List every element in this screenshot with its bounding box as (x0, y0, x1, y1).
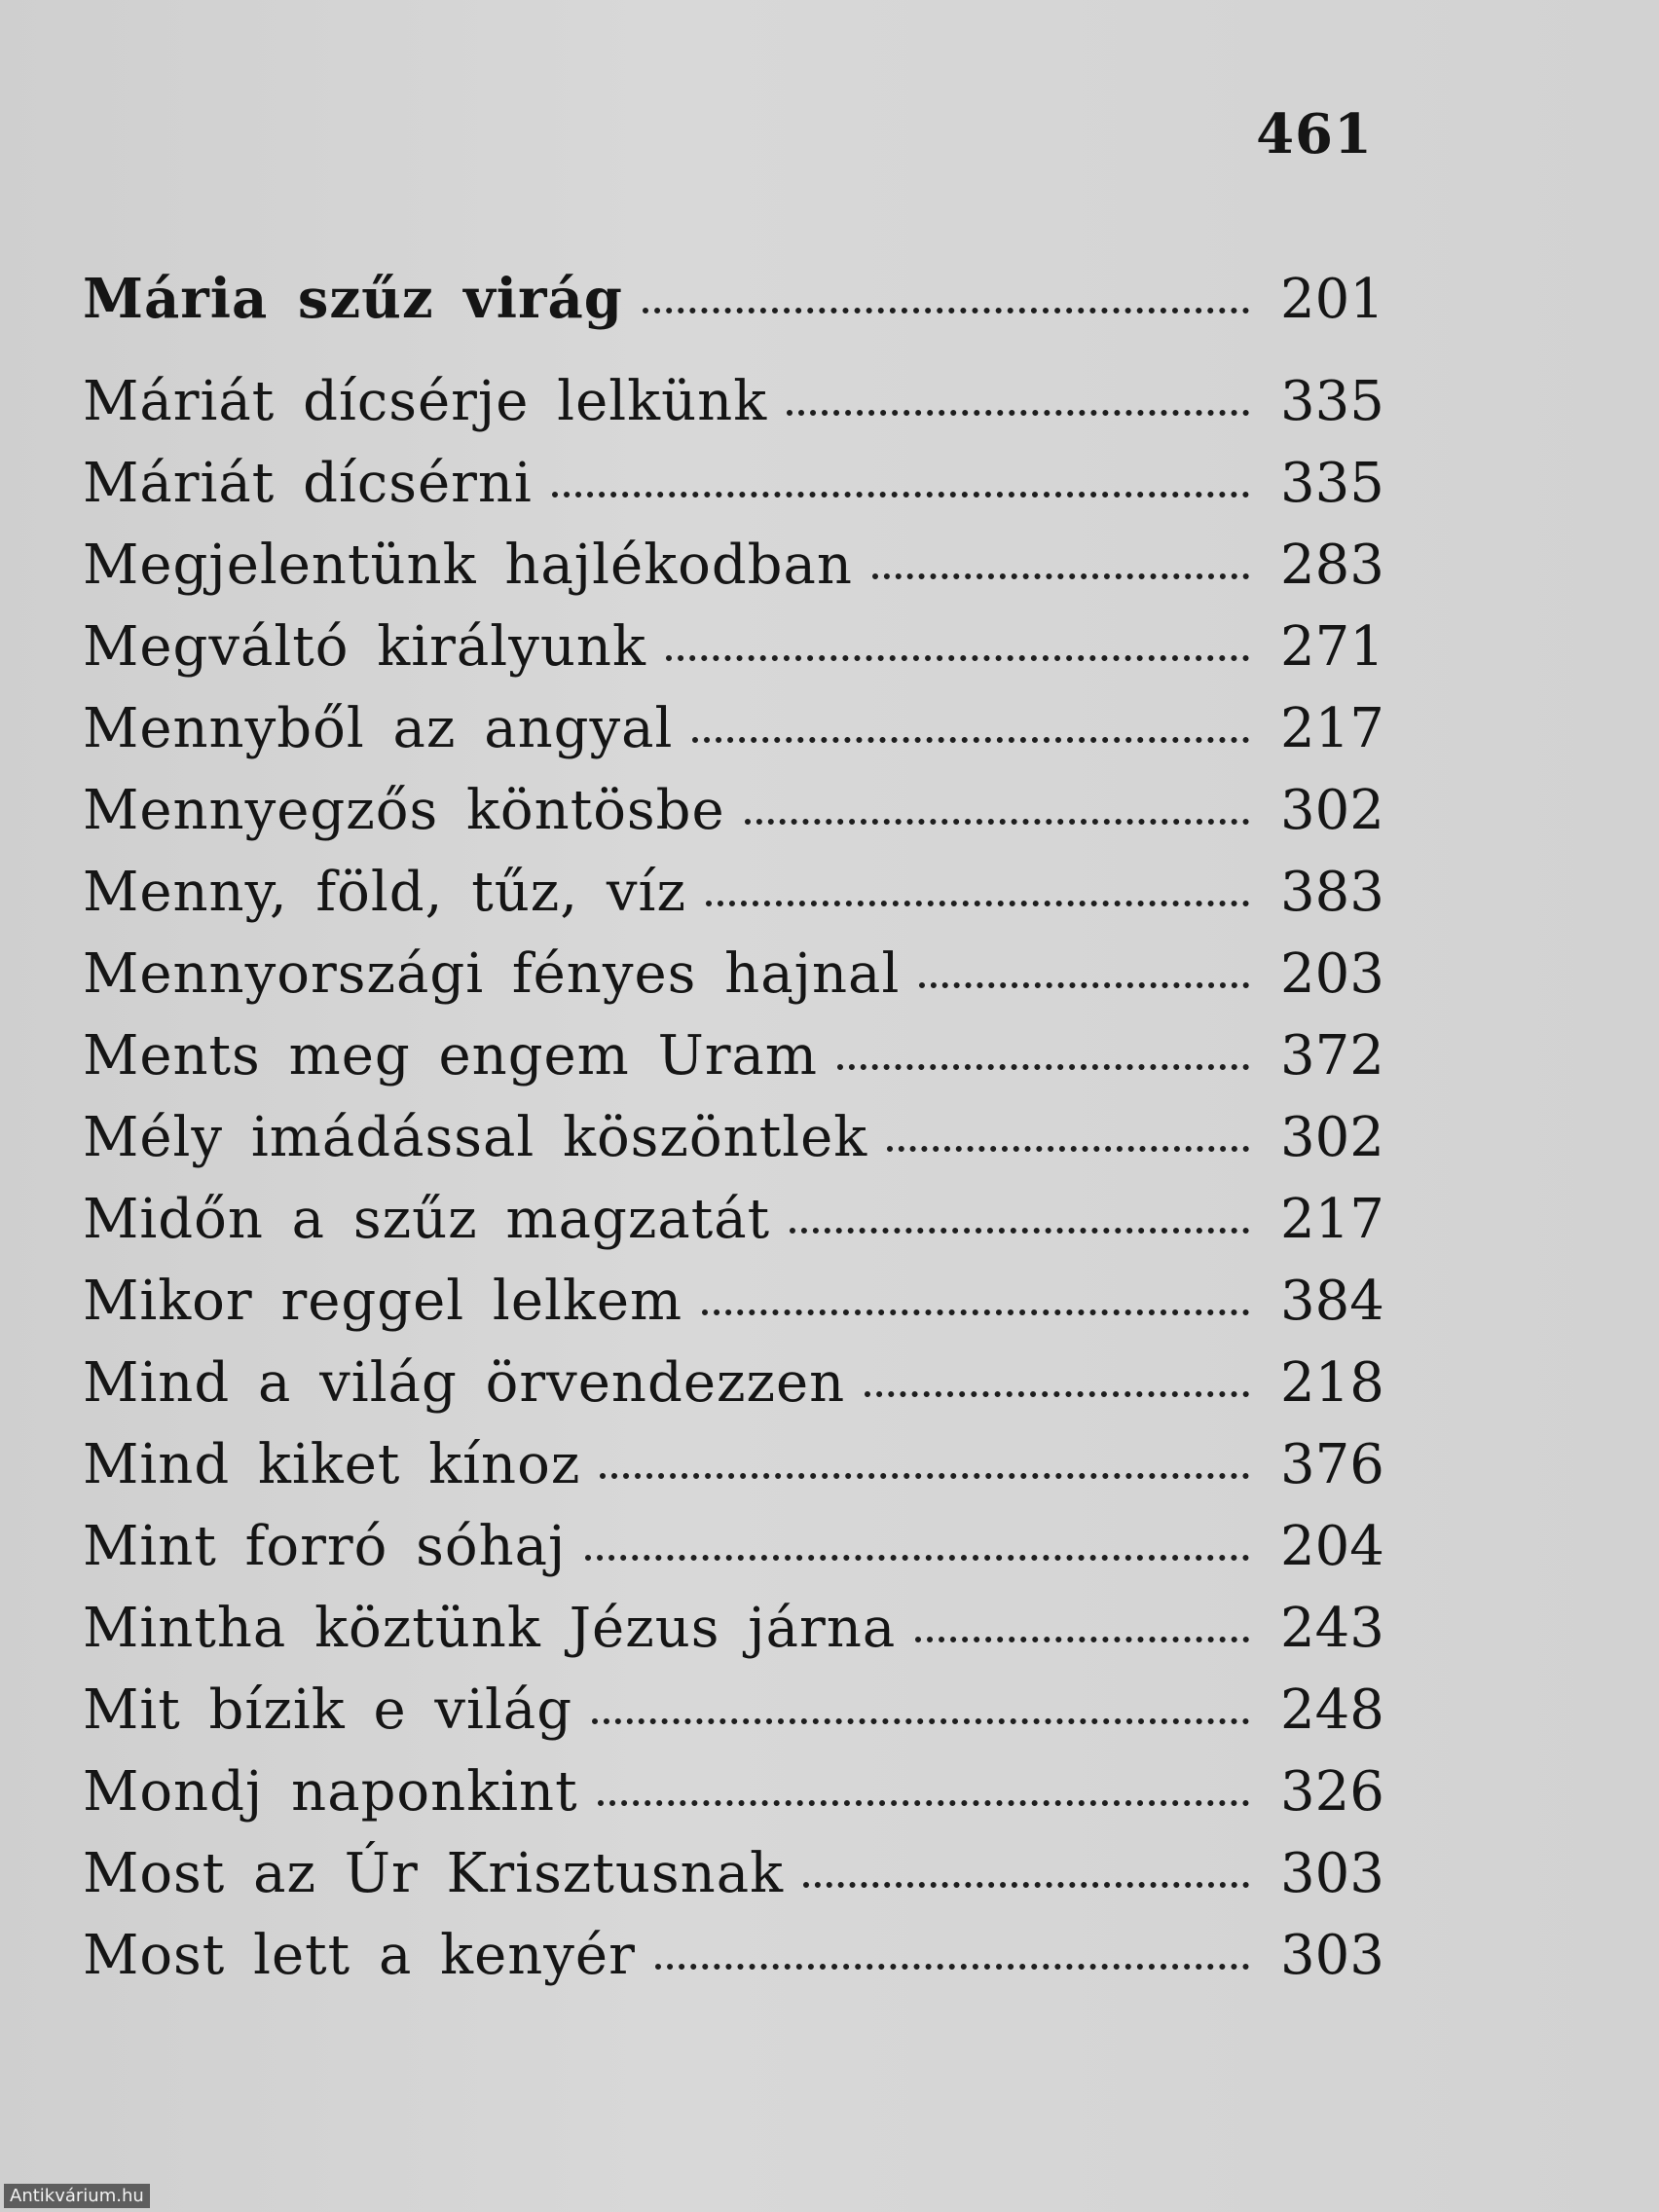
dot-leader (692, 737, 1249, 743)
index-entry (83, 1915, 1384, 1997)
entry-page: 335 (1280, 370, 1384, 433)
index-entry (83, 1833, 1384, 1915)
index-entry (83, 770, 1384, 852)
index-entry (83, 1751, 1384, 1833)
dot-leader (706, 901, 1249, 906)
dot-leader (837, 1064, 1249, 1070)
dot-leader (887, 1146, 1249, 1152)
entry-title: Mély imádással köszöntlek (83, 1106, 868, 1169)
dot-leader (655, 1964, 1249, 1970)
dot-leader (598, 1800, 1249, 1806)
index-entry (83, 258, 1384, 340)
index-entry (83, 688, 1384, 770)
dot-leader (666, 655, 1249, 661)
entry-page: 217 (1280, 1188, 1384, 1251)
index-list (83, 258, 1384, 1997)
index-entry (83, 1588, 1384, 1670)
entry-page: 384 (1280, 1270, 1384, 1333)
watermark: Antikvárium.hu (4, 2184, 150, 2208)
entry-page: 303 (1280, 1924, 1384, 1987)
dot-leader (552, 492, 1249, 498)
dot-leader (872, 573, 1249, 579)
entry-title: Mikor reggel lelkem (83, 1270, 683, 1333)
index-entry (83, 1261, 1384, 1343)
index-entry (83, 1424, 1384, 1506)
index-entry (83, 1343, 1384, 1424)
index-entry (83, 443, 1384, 525)
dot-leader (600, 1473, 1249, 1479)
entry-title: Mintha köztünk Jézus járna (83, 1597, 897, 1660)
entry-title: Mennyországi fényes hajnal (83, 942, 901, 1006)
entry-title: Menny, föld, tűz, víz (83, 861, 686, 924)
entry-title: Midőn a szűz magzatát (83, 1188, 771, 1251)
entry-title: Mind kiket kínoz (83, 1433, 581, 1496)
index-entry (83, 1179, 1384, 1261)
entry-page: 335 (1280, 452, 1384, 515)
entry-page: 302 (1280, 1106, 1384, 1169)
entry-page: 201 (1280, 268, 1384, 331)
entry-page: 248 (1280, 1678, 1384, 1742)
entry-title: Mennyegzős köntösbe (83, 779, 725, 842)
index-entry (83, 1097, 1384, 1179)
entry-title: Máriát dícsérni (83, 452, 533, 515)
entry-page: 204 (1280, 1515, 1384, 1578)
entry-page: 243 (1280, 1597, 1384, 1660)
entry-title: Most az Úr Krisztusnak (83, 1842, 785, 1905)
entry-title: Mennyből az angyal (83, 697, 674, 760)
dot-leader (702, 1309, 1249, 1315)
entry-page: 283 (1280, 534, 1384, 597)
entry-title: Máriát dícsérje lelkünk (83, 370, 768, 433)
index-entry (83, 934, 1384, 1015)
entry-page: 376 (1280, 1433, 1384, 1496)
dot-leader (865, 1391, 1249, 1397)
dot-leader (803, 1882, 1249, 1888)
index-entry (83, 607, 1384, 688)
entry-title: Most lett a kenyér (83, 1924, 636, 1987)
entry-page: 383 (1280, 861, 1384, 924)
entry-title: Mondj naponkint (83, 1760, 578, 1824)
index-entry (83, 1670, 1384, 1751)
entry-title: Mint forró sóhaj (83, 1515, 567, 1578)
entry-page: 218 (1280, 1351, 1384, 1415)
entry-title: Ments meg engem Uram (83, 1024, 819, 1088)
entry-title: Megjelentünk hajlékodban (83, 534, 853, 597)
dot-leader (745, 819, 1249, 825)
index-entry (83, 1506, 1384, 1588)
entry-page: 217 (1280, 697, 1384, 760)
dot-leader (787, 410, 1249, 416)
entry-page: 302 (1280, 779, 1384, 842)
dot-leader (790, 1228, 1249, 1234)
entry-title: Megváltó királyunk (83, 615, 646, 679)
dot-leader (585, 1555, 1249, 1561)
dot-leader (592, 1718, 1249, 1724)
entry-page: 303 (1280, 1842, 1384, 1905)
index-entry (83, 361, 1384, 443)
dot-leader (919, 982, 1249, 988)
index-entry (83, 852, 1384, 934)
dot-leader (643, 308, 1249, 313)
entry-title: Mind a világ örvendezzen (83, 1351, 846, 1415)
entry-page: 372 (1280, 1024, 1384, 1088)
entry-title: Mária szűz virág (83, 267, 623, 331)
entry-page: 326 (1280, 1760, 1384, 1824)
entry-page: 271 (1280, 615, 1384, 679)
index-entry (83, 525, 1384, 607)
page-number: 461 (1256, 102, 1373, 166)
entry-page: 203 (1280, 942, 1384, 1006)
index-entry (83, 1015, 1384, 1097)
entry-title: Mit bízik e világ (83, 1678, 573, 1742)
dot-leader (915, 1637, 1249, 1642)
